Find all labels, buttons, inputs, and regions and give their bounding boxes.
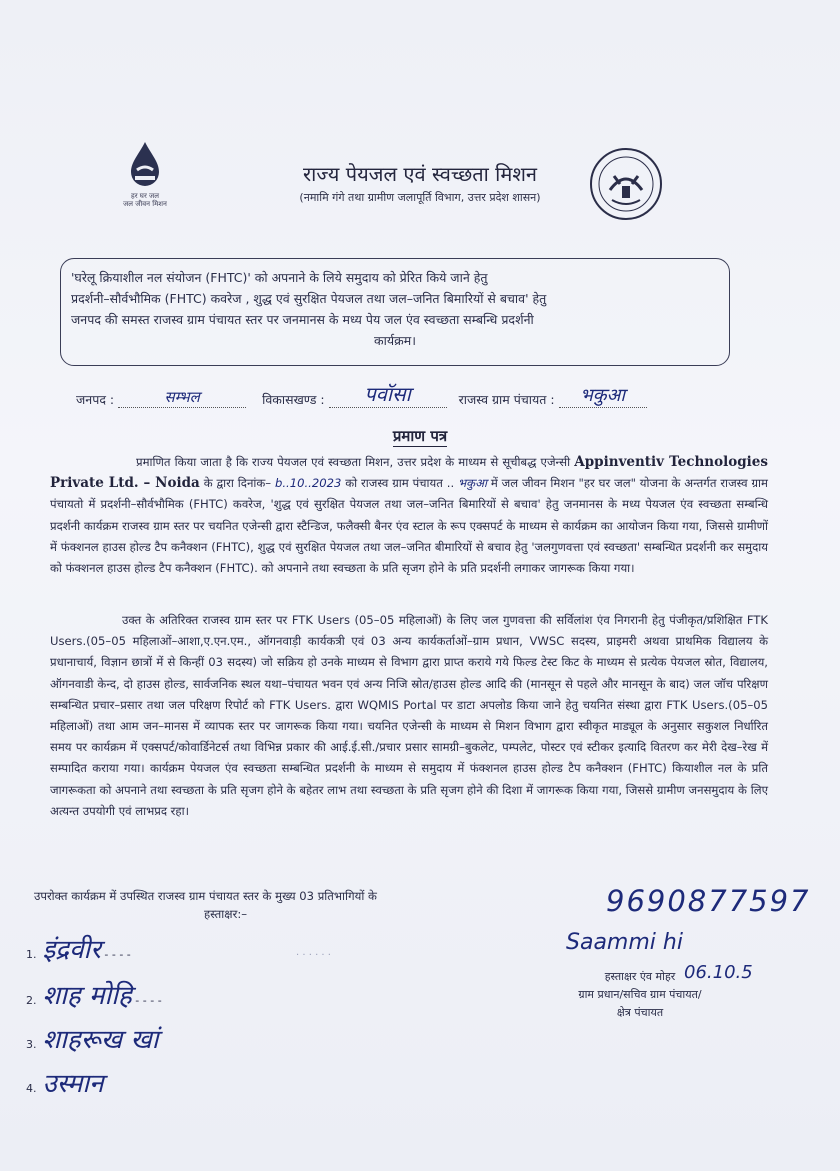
closing-note: उपरोक्त कार्यक्रम में उपस्थित राजस्व ग्राम पंचायत स्तर के मुख्य 03 प्रतिभागियों के हस्ताक्षर:–: [34, 889, 377, 921]
pradhan-signature: [566, 930, 796, 983]
faint-marks: · · · · · ·: [296, 950, 331, 961]
mission-title: राज्य पेयजल एवं स्वच्छता मिशन: [302, 162, 538, 186]
panchayat-label: राजस्व ग्राम पंचायत :: [458, 392, 555, 407]
panchayat-hand: भकुआ: [458, 476, 487, 491]
up-government-seal: [588, 146, 664, 222]
subject-box: [60, 258, 730, 366]
participant-signature: 1. इंद्रवीर - - - -: [26, 935, 131, 965]
participant-signature: 2. शाह मोहि - - - -: [26, 981, 162, 1011]
subject-line: जनपद की समस्त राजस्व ग्राम पंचायत स्तर पर जनमानस के मध्य पेय जल एंव स्वच्छता सम्बन्धि प्रदर्शनी: [71, 312, 534, 327]
subject-line: कार्यक्रम।: [374, 333, 416, 348]
logo-caption: हर घर जल जल जीवन मिशन: [123, 192, 167, 208]
district-label: जनपद :: [76, 392, 115, 407]
block-label: विकासखण्ड :: [262, 392, 325, 407]
location-fields: [76, 380, 776, 408]
panchayat-value: भकुआ: [559, 383, 647, 408]
paragraph-2: उक्त के अतिरिक्त राजस्व ग्राम स्तर पर FTK Users (05–05 महिलाओं) के लिए जल गुणवत्ता की सर्विलांश एंव निगरानी हेतु पंजीकृत/प्रशिक्षित FTK Users.(05–05 महिलाओं–आशा,ए.एन.एम., ऑगनवाड़ी कार्यकत्री एवं 03 अन्य कार्यकर्ताओं–ग्राम प्रधान, VWSC सदस्य, प्राइमरी अथवा प्राथमिक विद्यालय के प्रधानाचार्य, विज्ञान छात्रों में से किन्हीं 03 सदस्य) जो सक्रिय हो उनके माध्यम से विभाग द्वारा प्राप्त कराये गये फिल्ड टेस्ट किट के माध्यम से प्रत्येक पेयजल स्रोत, विद्यालय, ऑगनवाडी केन्द, दो हाउस होल्ड, सार्वजनिक स्थल यथा–पंचायत भवन एवं अन्य निजि स्रोत/हाउस होल्ड आदि की (मानसून से पहले और मानसून के बाद) जल जॉच परिक्षण सम्बन्धित प्रचार–प्रसार तथा जल परिक्षण रिपोर्ट को FTK Users. द्वारा WQMIS Portal पर डाटा अपलोड किया जाने हेतु चयनित संस्था द्वारा FTK Users.(05–05 महिलाओं) तथा आम जन–मानस में व्यापक स्तर पर जागरूक किया गया। चयनित एजेन्सी के माध्यम से मिशन विभाग द्वारा स्वीकृत माड्यूल के अनुसार सकुशल निर्धारित समय पर कार्यक्रम में एक्सपर्ट/कोवार्डिनेटर्स तथा विभिन्न प्रकार की आई.ई.सी./प्रचार प्रसार सामग्री–बुकलेट, पम्पलेट, पोस्टर एवं स्टीकर इत्यादि वितरण कर मेरी देख–रेख में सम्पादित कराया गया। कार्यक्रम पेयजल एंव स्वच्छता सम्बन्धित प्रदर्शनी के माध्यम से समुदाय में फंक्शनल हाउस होल्ड टैप कनैक्शन (FHTC) कियाशील नल के प्रति जागरूकता को अपनाने तथा स्वच्छता के प्रति सृजग होने के बहेतर लाभ तथा स्वच्छता के प्रति सृजग होने की दिशा में जागरूक किया गया, जिससे ग्रामीण जनसमुदाय के लिए अत्यन्त उपयोगी एवं लाभप्रद रहा।: [50, 613, 768, 818]
district-value: सम्भल: [118, 387, 246, 408]
signatory-block: हस्ताक्षर एंव मोहर ग्राम प्रधान/सचिव ग्राम पंचायत/ क्षेत्र पंचायत: [578, 970, 702, 1019]
participant-signature: 4. उस्मान: [26, 1069, 104, 1099]
agency-name: Appinventiv Technologies Private Ltd. – Noida: [50, 454, 768, 492]
block-value: पवॉसा: [329, 380, 447, 408]
certificate-heading: प्रमाण पत्र: [392, 427, 448, 445]
subject-line: 'घरेलू क्रियाशील नल संयोजन (FHTC)' को अपनाने के लिये समुदाय को प्रेरित किये जाने हेतु: [71, 270, 488, 285]
subject-line: प्रदर्शनी–सौर्वभौमिक (FHTC) कवरेज , शुद्ध एवं सुरक्षित पेयजल तथा जल–जनित बिमारियों से बचाव' हेतु: [71, 291, 547, 306]
signature-scrawl: Saammi hi: [566, 930, 683, 955]
paragraph-1: प्रमाणित किया जाता है कि राज्य पेयजल एवं स्वच्छता मिशन, उत्तर प्रदेश के माध्यम से सूचीबद्ध एजेन्सी Appinventiv Technologies Private Ltd. – Noida के द्वारा दिनांक– b..10..2023 को राजस्व ग्राम पंचायत .. भकुआ में जल जीवन मिशन "हर घर जल" योजना के अन्तर्गत राजस्व ग्राम पंचायतो में प्रदर्शनी–सौर्वभौमिक (FHTC) कवरेज, 'शुद्ध एवं सुरक्षित पेयजल तथा जल–जनित बिमारियों से बचाव' हेतु जनमानस के मध्य पेयजल एंव स्वच्छता सम्बन्धि प्रदर्शनी कार्यक्रम राजस्व ग्राम स्तर पर चयनित एजेन्सी द्वारा स्टैन्डिज, फलैक्सी बैनर एंव स्टाल के रूप एक्सपर्ट के माध्यम से कार्यक्रम का आयोजन किया गया, जिससे ग्रामीणों में फंक्शनल हाउस होल्ड टैप कनैक्शन (FHTC), शुद्ध एवं सुरक्षित पेयजल तथा जल–जनित बीमारियों से बचाव हेतु 'जलगुणवत्ता एवं स्वच्छता' सम्बन्धित प्रदर्शनी कर समुदाय को फंक्शनल हाउस होल्ड टैप कनैक्शन (FHTC). को अपनाने तथा स्वच्छता के प्रति सृजग होने के प्रति प्रदर्शनी लगाकर जागरूक किया गया।: [50, 454, 769, 576]
phone-number: 9690877597: [606, 884, 811, 918]
participant-signature: 3. शाहरूख खां: [26, 1025, 159, 1055]
event-date: b..10..2023: [274, 476, 342, 491]
mission-subtitle: (नमामि गंगे तथा ग्रामीण जलापूर्ति विभाग, उत्तर प्रदेश शासन): [299, 191, 541, 204]
signature-date: 06.10.5: [684, 962, 753, 983]
